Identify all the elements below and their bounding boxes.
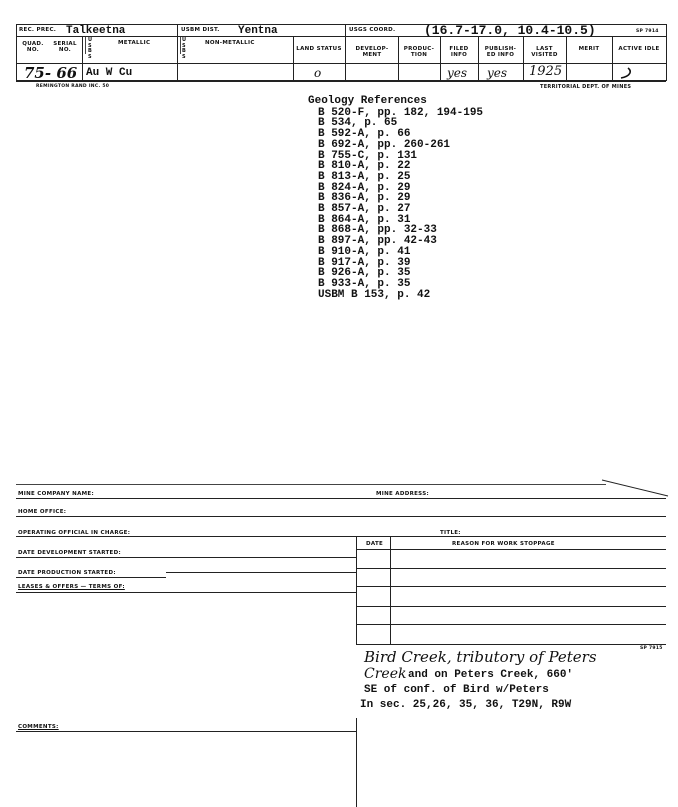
reference-item: B 910-A, p. 41 [318, 245, 411, 258]
form-number: SP 7914 [636, 29, 659, 34]
form-number-2: SP 7915 [640, 646, 663, 651]
territorial-label: TERRITORIAL DEPT. OF MINES [540, 84, 632, 90]
comments-label: COMMENTS: [18, 724, 59, 730]
published-info-value: yes [487, 66, 508, 80]
usgs-coord-value: (16.7-17.0, 10.4-10.5) [424, 23, 596, 38]
mine-address-label: MINE ADDRESS: [376, 491, 429, 497]
last-visited-label: LAST VISITED [531, 46, 558, 58]
reference-item: B 692-A, pp. 260-261 [318, 138, 451, 151]
filed-info-label: FILED INFO [449, 46, 469, 58]
location-line-1: Bird Creek, tributory of Peters [364, 648, 597, 666]
geology-references [308, 95, 484, 301]
leases-label: LEASES & OFFERS — TERMS OF: [18, 584, 125, 590]
published-info-label: PUBLISH- ED INFO [484, 46, 517, 58]
date-column-label: DATE [366, 541, 384, 547]
usgs-coord-label: USGS COORD. [349, 27, 396, 33]
operating-official-label: OPERATING OFFICIAL IN CHARGE: [18, 530, 131, 536]
rec-prec-label: REC. PREC. [19, 27, 57, 33]
reference-item: B 824-A, p. 29 [318, 181, 411, 194]
reference-item: B 813-A, p. 25 [318, 170, 411, 183]
reference-item: B 520-F, pp. 182, 194-195 [318, 106, 484, 119]
rec-prec-value: Talkeetna [66, 25, 126, 37]
reference-item: B 836-A, p. 29 [318, 192, 411, 205]
margin-stroke [600, 478, 670, 498]
last-visited-value: 1925 [529, 64, 563, 79]
production-label: PRODUC- TION [403, 46, 435, 58]
land-status-label: LAND STATUS [296, 46, 342, 52]
reference-item: B 857-A, p. 27 [318, 203, 411, 216]
location-line-2-typed: and on Peters Creek, 660' [408, 669, 574, 681]
usbs-label-metallic: U S B S [88, 37, 93, 60]
usbs-label-nonmetallic: U S B S [182, 37, 187, 60]
active-idle-label: ACTIVE IDLE [618, 46, 660, 52]
reference-item: B 755-C, p. 131 [318, 149, 418, 162]
date-development-label: DATE DEVELOPMENT STARTED: [18, 550, 121, 556]
quad-value: 75- 66 [24, 64, 78, 82]
geology-heading: Geology References [308, 95, 427, 107]
filed-info-value: yes [447, 66, 468, 80]
reference-item: B 534, p. 65 [318, 117, 398, 130]
serial-label: SERIAL NO. [53, 41, 77, 53]
location-line-2-hand: Creek [364, 666, 407, 682]
reason-label: REASON FOR WORK STOPPAGE [452, 541, 555, 547]
non-metallic-label: NON-METALLIC [205, 40, 255, 46]
reference-item: B 864-A, p. 31 [318, 213, 411, 226]
mine-company-label: MINE COMPANY NAME: [18, 491, 94, 497]
reference-item: B 868-A, pp. 32-33 [318, 224, 437, 237]
location-line-4: In sec. 25,26, 35, 36, T29N, R9W [360, 699, 572, 711]
development-label: DEVELOP- MENT [355, 46, 389, 58]
land-status-value: o [314, 66, 322, 80]
active-idle-checkmark [618, 66, 638, 80]
usbm-dist-label: USBM DIST. [181, 27, 220, 33]
reference-item: B 592-A, p. 66 [318, 128, 411, 141]
date-production-label: DATE PRODUCTION STARTED: [18, 570, 116, 576]
location-line-3: SE of conf. of Bird w/Peters [364, 684, 549, 696]
home-office-label: HOME OFFICE: [18, 509, 67, 515]
reference-item: B 917-A, p. 39 [318, 256, 411, 269]
merit-label: MERIT [578, 46, 600, 52]
usbm-dist-value: Yentna [238, 25, 278, 37]
reference-item: B 933-A, p. 35 [318, 277, 411, 290]
reference-item: B 810-A, p. 22 [318, 160, 411, 173]
reference-item: B 897-A, pp. 42-43 [318, 235, 437, 248]
metallic-value: Au W Cu [86, 67, 133, 79]
quad-label: QUAD. NO. [22, 41, 44, 53]
printer-label: REMINGTON RAND INC. 50 [36, 84, 110, 89]
title-label: TITLE: [440, 530, 461, 536]
reference-item: USBM B 153, p. 42 [318, 288, 431, 301]
reference-item: B 926-A, p. 35 [318, 267, 411, 280]
metallic-label: METALLIC [118, 40, 151, 46]
